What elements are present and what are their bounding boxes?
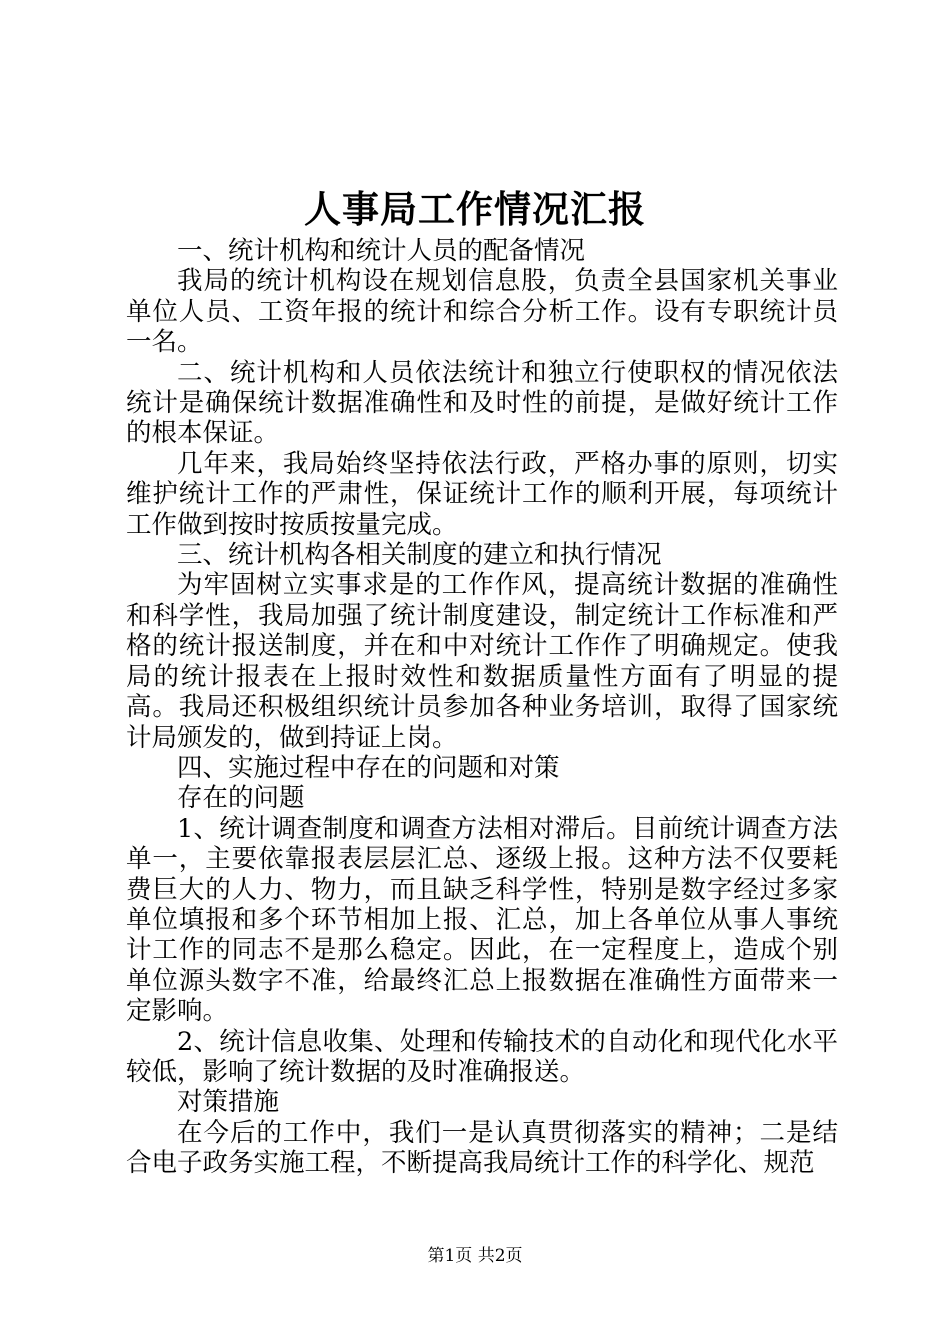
paragraph: 1、统计调查制度和调查方法相对滞后。目前统计调查方法单一，主要依靠报表层层汇总、逐级上报。这种方法不仅要耗费巨大的人力、物力，而且缺乏科学性，特别是数字经过多家单位填报和多个环节相加上报、汇总，加上各单位从事人事统计工作的同志不是那么稳定。因此，在一定程度上，造成个别单位源头数字不准，给最终汇总上报数据在准确性方面带来一定影响。 [126, 813, 838, 1027]
paragraph: 几年来，我局始终坚持依法行政，严格办事的原则，切实维护统计工作的严肃性，保证统计工作的顺利开展，每项统计工作做到按时按质按量完成。 [126, 448, 838, 540]
page-number-footer: 第1页 共2页 [427, 1246, 523, 1266]
paragraph: 我局的统计机构设在规划信息股，负责全县国家机关事业单位人员、工资年报的统计和综合分析工作。设有专职统计员一名。 [126, 266, 838, 358]
document-title: 人事局工作情况汇报 [304, 187, 646, 231]
section-heading-2: 二、统计机构和人员依法统计和独立行使职权的情况依法统计是确保统计数据准确性和及时性的前提，是做好统计工作的根本保证。 [126, 357, 838, 449]
subheading-measures: 对策措施 [177, 1087, 280, 1118]
paragraph: 在今后的工作中，我们一是认真贯彻落实的精神；二是结合电子政务实施工程，不断提高我局统计工作的科学化、规范 [126, 1117, 838, 1179]
section-heading-3: 三、统计机构各相关制度的建立和执行情况 [177, 540, 662, 571]
section-heading-4: 四、实施过程中存在的问题和对策 [177, 752, 560, 783]
section-heading-1: 一、统计机构和统计人员的配备情况 [177, 236, 586, 266]
document-body [126, 236, 838, 1179]
subheading-problems: 存在的问题 [177, 783, 305, 814]
paragraph: 为牢固树立实事求是的工作作风，提高统计数据的准确性和科学性，我局加强了统计制度建设，制定统计工作标准和严格的统计报送制度，并在和中对统计工作作了明确规定。使我局的统计报表在上报时效性和数据质量性方面有了明显的提高。我局还积极组织统计员参加各种业务培训，取得了国家统计局颁发的，做到持证上岗。 [126, 570, 838, 753]
paragraph: 2、统计信息收集、处理和传输技术的自动化和现代化水平较低，影响了统计数据的及时准确报送。 [126, 1026, 838, 1087]
